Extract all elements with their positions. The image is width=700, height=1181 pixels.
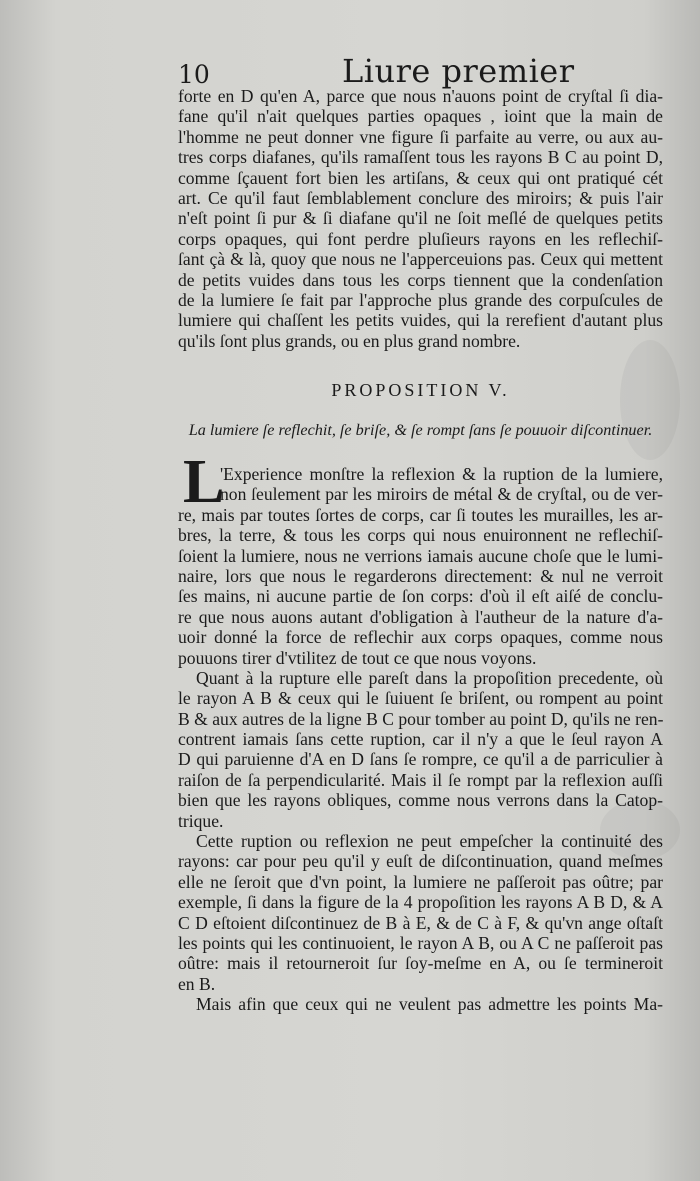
text-line: D qui paruienne d'A en D ſans ſe rompre, ce qu'il a de parriculier à bbox=[178, 749, 663, 770]
text-line: Mais afin que ceux qui ne veulent pas admettre les points Ma- bbox=[196, 994, 663, 1015]
text-line: art. Ce qu'il faut ſemblablement conclure des miroirs; & puis l'air bbox=[178, 187, 663, 208]
text-line: le rayon A B & ceux qui le ſuiuent ſe briſent, ou rompent au point bbox=[178, 688, 663, 709]
text-line: bien que les rayons obliques, comme nous verrons dans la Catop- bbox=[178, 790, 663, 811]
text-line: uoir donné la force de reflechir aux corps opaques, comme nous bbox=[178, 627, 663, 648]
text-line: fane qu'il n'ait quelques parties opaques , ioint que la main de bbox=[178, 106, 663, 127]
text-line: contrent iamais ſans cette ruption, car il n'y a que le ſeul rayon A bbox=[178, 729, 663, 750]
page-number: 10 bbox=[178, 60, 210, 89]
text-line: de la lumiere ſe fait par l'approche plus grande des corpuſcules de bbox=[178, 289, 663, 310]
text-line: re que nous auons autant d'obligation à l'autheur de la nature d'a- bbox=[178, 606, 663, 627]
text-line: l'homme ne peut donner vne figure ſi parfaite au verre, ou aux au- bbox=[178, 126, 663, 147]
text-line: naire, lors que nous le regarderons directement: & nul ne verroit bbox=[178, 565, 663, 586]
running-title: Liure premier bbox=[342, 52, 575, 90]
text-line: les points qui les continuoient, le rayon A B, ou A C ne paſſeroit pas bbox=[178, 932, 663, 953]
proposition-heading: PROPOSITION V. bbox=[331, 380, 510, 400]
text-line: 'Experience monſtre la reflexion & la ruption de la lumiere, bbox=[220, 464, 663, 484]
text-line: n'eſt point ſi pur & ſi diafane qu'il ne ſoit meſlé de quelques petits bbox=[178, 208, 663, 229]
text-line: tres corps diafanes, qu'ils ramaſſent tous les rayons B C au point D, bbox=[178, 147, 663, 168]
text-line: exemple, ſi dans la figure de la 4 propoſition les rayons A B D, & A bbox=[178, 892, 663, 913]
text-line: Quant à la rupture elle pareſt dans la propoſition precedente, où bbox=[196, 667, 663, 688]
text-line: ſes mains, ni aucune partie de ſon corps: d'où il eſt aiſé de conclu- bbox=[178, 586, 663, 607]
text-line: bres, la terre, & tous les corps qui nous enuironnent ne reflechiſ- bbox=[178, 525, 663, 546]
text-line: pouuons tirer d'vtilitez de tout ce que nous voyons. bbox=[178, 647, 537, 668]
text-line: corps opaques, qui font perdre pluſieurs rayons en les reflechiſ- bbox=[178, 228, 663, 249]
text-line: ſoient la lumiere, nous ne verrions iamais aucune choſe que le lumi- bbox=[178, 545, 663, 566]
text-line: raiſon de ſa perpendicularité. Mais il ſe rompt par la reflexion auſſi bbox=[178, 769, 663, 790]
text-line: comme ſçauent fort bien les artiſans, & ceux qui ont pratiqué cét bbox=[178, 167, 663, 188]
text-line: re, mais par toutes ſortes de corps, car ſi toutes les murailles, les ar- bbox=[178, 504, 663, 525]
text-line: B & aux autres de la ligne B C pour tomber au point D, qu'ils ne ren- bbox=[178, 708, 663, 729]
text-line: C D eſtoient diſcontinuez de B à E, & de C à F, & qu'vn ange oſtaſt bbox=[178, 912, 663, 933]
text-line: elle ne ſeroit que d'vn point, la lumiere ne paſſeroit pas oûtre; par bbox=[178, 871, 663, 892]
text-line: lumiere qui chaſſent les petits vuides, qui la rerefient d'autant plus bbox=[178, 310, 663, 331]
text-line: oûtre: mais il retourneroit ſur ſoy-meſme en A, ou ſe termineroit bbox=[178, 953, 663, 974]
text-line: rayons: car pour peu qu'il y euſt de diſcontinuation, quand meſmes bbox=[178, 851, 663, 872]
text-line: ſant çà & là, quoy que nous ne l'apperceuions pas. Ceux qui mettent bbox=[178, 249, 663, 270]
text-line: non ſeulement par les miroirs de métal & de cryſtal, ou de ver- bbox=[220, 484, 663, 505]
text-line: qu'ils ſont plus grands, ou en plus grand nombre. bbox=[178, 330, 521, 351]
text-line: en B. bbox=[178, 973, 216, 994]
proposition-body bbox=[178, 464, 663, 1015]
text-line: Cette ruption ou reflexion ne peut empeſcher la continuité des bbox=[196, 831, 663, 852]
proposition-statement: La lumiere ſe reflechit, ſe briſe, & ſe rompt ſans ſe pouuoir diſcontinuer. bbox=[188, 421, 653, 439]
text-line: de petits vuides dans tous les corps tiennent que la condenſation bbox=[178, 269, 663, 290]
text-line: forte en D qu'en A, parce que nous n'auons point de cryſtal ſi dia- bbox=[178, 86, 663, 106]
drop-cap: L bbox=[183, 448, 225, 516]
text-line: trique. bbox=[178, 810, 224, 831]
paragraph-continued bbox=[178, 86, 663, 351]
